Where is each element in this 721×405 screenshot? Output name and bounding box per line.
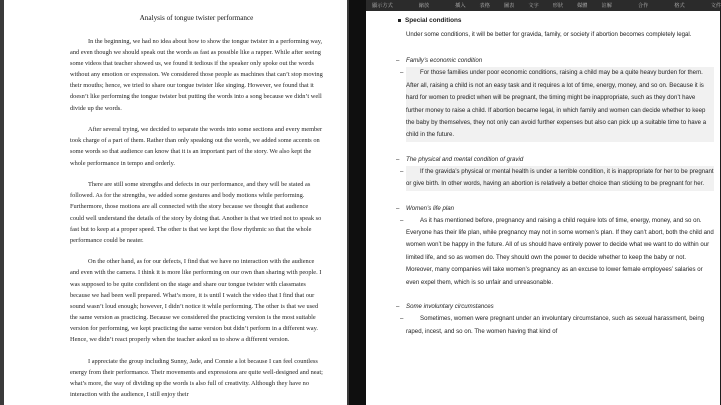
left-document-title: Analysis of tongue twister performance xyxy=(139,14,254,22)
dash-icon: – xyxy=(396,57,400,65)
subsection-body-1 xyxy=(400,67,714,141)
toolbar-media[interactable]: 媒體 xyxy=(577,3,588,9)
toolbar-chart[interactable]: 圖表 xyxy=(503,3,515,9)
subsection-heading xyxy=(396,205,714,212)
subsection-text-3: As it has mentioned before, pregnancy and raising a child require lots of time, energy, money, and so on. Everyone has their life plan, while pregnancy may not in some women’s plan. If they can’t abort, both the child and women won’t be happy in the future. All of us should have entirely power to decide what we want to do within our limited life, and so as women do. They should own the power to decide whether to keep the baby or not. Moreover, many companies will take women’s pregnancy as an excuse to lower female employees’ salaries or even expel them, which is so unfair and unreasonable. xyxy=(406,216,714,286)
right-document-window xyxy=(366,0,720,405)
dash-icon: – xyxy=(400,167,404,175)
toolbar-view[interactable]: 顯示方式 xyxy=(372,3,393,9)
toolbar-insert[interactable]: 插入 xyxy=(455,3,466,9)
toolbar-collaborate[interactable]: 合作 xyxy=(637,3,649,9)
section-heading xyxy=(398,17,714,24)
subsection-title-2: The physical and mental condition of gravid xyxy=(406,155,524,163)
subsection-body-2 xyxy=(400,166,714,191)
subsection-text-2: If the gravida’s physical or mental health is under a terrible condition, it is inappropriate for her to be pregnant or give birth. In other words, having an abortion is relatively a better choice than sticking to be pregnant for her. xyxy=(406,167,714,188)
left-document-window xyxy=(0,0,349,405)
subsection-title-4: Some involuntary circumstances xyxy=(406,303,494,311)
subsection-heading xyxy=(396,156,714,163)
subsection-body-3 xyxy=(400,215,714,289)
toolbar-document[interactable]: 文件 xyxy=(710,3,721,9)
subsection-body-4 xyxy=(400,313,714,338)
dash-icon: – xyxy=(400,216,404,224)
subsection-title-1: Family’s economic condition xyxy=(406,57,483,65)
left-paragraph-3: There are still some strengths and defects in our performance, and they will be stated as followed. As for the strengths, we added some gestures and body motions while performing. Furthermore, those motions are all connected with the story because we thought that audience could well understand the details of the story by doing that. Another is that we tried not to speak so fast but to keep at a proper speed. The other is that we kept the flow rhythmic so that the whole performance could be neater. xyxy=(70,181,322,244)
window-divider xyxy=(349,0,366,405)
left-paragraph-2: After several trying, we decided to separate the words into some sections and every member took charge of a part of them. Rather than only speaking out the words, we added some accents on some words so that audience can know that it is an important part of the story. We also kept the whole performance in tempo and orderly. xyxy=(70,126,323,167)
toolbar-comment[interactable]: 註解 xyxy=(601,3,612,9)
toolbar-table[interactable]: 表格 xyxy=(479,3,490,9)
dash-icon: – xyxy=(396,303,400,311)
bullet-icon xyxy=(398,19,401,22)
subsection-text-1: For those families under poor economic conditions, raising a child may be a quite heavy burden for them. After all, raising a child is not an easy task and it requires a lot of time, energy, money, and so on. Because it is hard for women to predict when will be pregnant, the timing might be inappropriate, such as they don’t have further money to raise a child. If abortion became legal, in which family and women can decide whether to keep the baby by themselves, they not only can avoid further expenses but also can pick up a suitable time to have a child in the future. xyxy=(406,69,707,139)
right-document-page[interactable] xyxy=(366,15,720,352)
subsection-title-3: Women’s life plan xyxy=(406,204,454,212)
toolbar-text[interactable]: 文字 xyxy=(528,3,539,9)
section-intro: Under some conditions, it will be better for gravida, family, or society if abortion becomes completely legal. xyxy=(406,31,692,38)
section-title: Special conditions xyxy=(405,17,462,24)
dash-icon: – xyxy=(396,155,400,163)
dash-icon: – xyxy=(396,204,400,212)
dash-icon: – xyxy=(400,69,404,77)
subsection-heading xyxy=(396,57,714,64)
toolbar-format[interactable]: 格式 xyxy=(674,3,685,9)
toolbar-shape[interactable]: 形狀 xyxy=(552,3,564,9)
left-paragraph-4: On the other hand, as for our defects, I find that we have no interaction with the audience and even with the camera. I think it is more like performing on our own than sharing with people. I was supposed to be quite confident on the stage and share our tongue twister with classmates because we had been well prepared. What’s more, it is until I watch the video that I find that our sound wasn’t loud enough; however, I didn’t notice it while performing. The other is that we used the same version as practicing. Because we considered the practicing version is the most suitable version for performing, we kept practicing the same version but didn’t perform in a different way. Hence, we didn’t react properly when the teacher asked us to show a different version. xyxy=(70,258,322,344)
subsection-text-4: Sometimes, women were pregnant under an involuntary circumstance, such as sexual harassment, being raped, incest, and so on. The women having that kind of xyxy=(406,315,705,335)
left-paragraph-1: In the beginning, we had no idea about how to show the tongue twister in a performing way, and even though we should speak out the words as fast as possible like a rapper. While after seeing some videos that teacher showed us, we found it tedious if the speaker only spoke out the words without any emotion or expression. We considered those people as machines that can’t stop moving their mouths; hence, we tried to share our tongue twister like singing. However, we found that it doesn’t like performing the tongue twister but putting the words into a song because we didn’t well divide up the words. xyxy=(70,38,323,112)
subsection-heading xyxy=(396,303,714,310)
dash-icon: – xyxy=(400,315,404,323)
toolbar-zoom[interactable]: 縮放 xyxy=(418,3,430,9)
left-paragraph-5: I appreciate the group including Sunny, Jade, and Connie a lot because I can feel countless energy from their performance. Their movements and expressions are quite well-designed and neat; what’s more, the way of dividing up the words is also full of creativity. Although they have no interaction with the audience, I still enjoy their xyxy=(70,357,323,398)
left-document-page[interactable] xyxy=(4,0,347,405)
toolbar xyxy=(366,0,720,11)
